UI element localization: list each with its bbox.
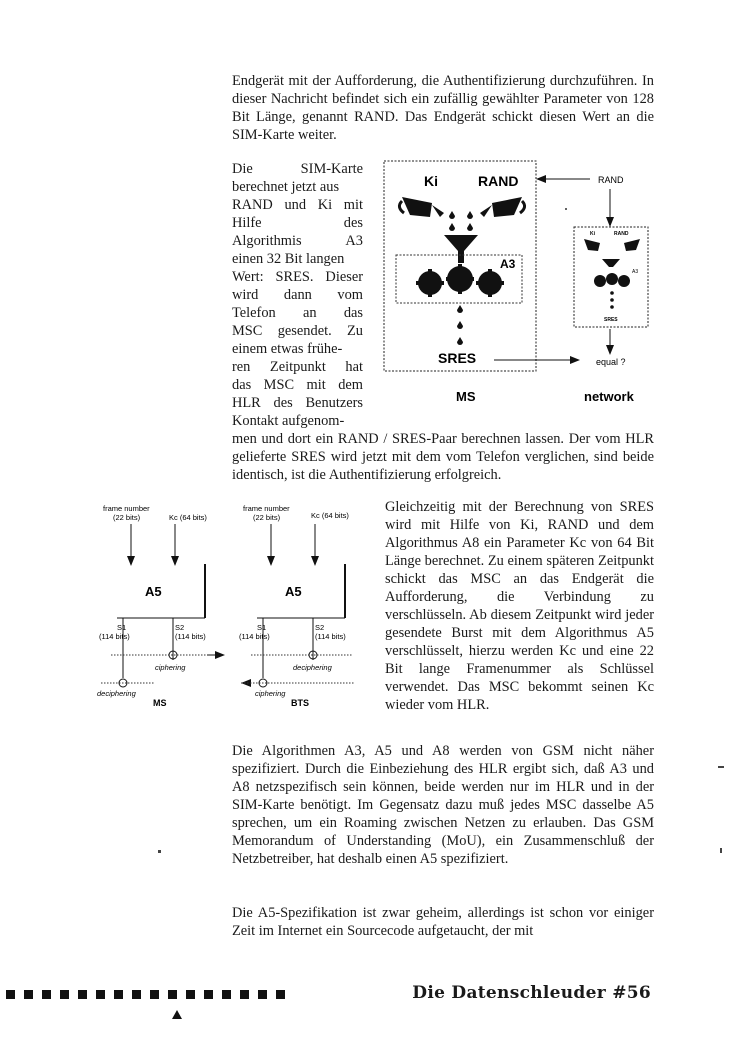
paragraph-2-line: Algorithmis A3: [232, 233, 363, 249]
bts-s1-label: S1: [257, 623, 267, 632]
bts-kc-label: Kc (64 bits): [311, 511, 349, 520]
footer-square: [186, 990, 195, 999]
ki-watering-can-icon: [399, 197, 444, 217]
paragraph-2-line: HLR des Benutzers: [232, 395, 363, 411]
ms-frame-number-label: frame number: [103, 504, 150, 513]
footer-square: [60, 990, 69, 999]
ms-label: MS: [456, 389, 476, 404]
bts-side-label: BTS: [291, 698, 309, 708]
rand-watering-can-icon: [480, 197, 525, 217]
paragraph-2-line: ren Zeitpunkt hat: [232, 359, 363, 375]
margin-tick: [720, 848, 722, 853]
ms-frame-bits-label: (22 bits): [113, 513, 141, 522]
gears-icon: [416, 264, 504, 297]
footer-square: [204, 990, 213, 999]
margin-tick: [718, 766, 724, 768]
paragraph-2-tail: men und dort ein RAND / SRES-Paar berechnen lassen. Der vom HLR gelieferte SRES wird jetzt mit dem vom Telefon verglichen, sind beide identisch, ist die Authentifizierung erfolgreich.: [232, 431, 654, 483]
paragraph-1: Endgerät mit der Aufforderung, die Authentifizierung durchzuführen. In dieser Nachricht befindet sich ein zufällig gewählter Parameter von 128 Bit Länge, genannt RAND. Das Endgerät schickt diesen Wert an die SIM-Karte weiter.: [232, 73, 654, 143]
a5-ms-side: [97, 504, 225, 708]
paragraph-2-line: Hilfe des: [232, 215, 363, 231]
ms-s1-bits-label: (114 bits): [99, 632, 130, 641]
ms-side-label: MS: [153, 698, 167, 708]
paragraph-2-line: Die SIM-Karte: [232, 161, 363, 177]
bts-a5-label: A5: [285, 584, 302, 599]
paragraph-2-line: Kontakt aufgenom-: [232, 413, 345, 429]
ms-s2-bits-label: (114 bits): [175, 632, 206, 641]
paragraph-3: Gleichzeitig mit der Berechnung von SRES wird mit Hilfe von Ki, RAND und dem Algorithmus A8 ein Parameter Kc von 64 Bit Länge berechnet. Zu einem späteren Zeitpunkt schickt das MSC an das Endgerät die Aufforderung, die Verbindung zu verschlüsseln. Ab diesem Zeitpunkt wird jeder gesendete Burst mit dem Algorithmus A5 verschlüsselt, hierzu werden Kc und eine 22 Bit lange Framenummer als Schlüssel verwendet. Das MSC bekommt seinen Kc wieder vom HLR.: [385, 499, 654, 713]
network-rand-small-label: RAND: [614, 231, 629, 237]
network-label: network: [584, 389, 634, 404]
paragraph-2-line: Telefon an das: [232, 305, 363, 321]
footer-square: [168, 990, 177, 999]
footer-square: [96, 990, 105, 999]
bts-s2-label: S2: [315, 623, 325, 632]
ms-ciphering-label: ciphering: [155, 663, 186, 672]
footer-square: [6, 990, 15, 999]
ki-label: Ki: [424, 173, 438, 189]
a3-label: A3: [500, 257, 516, 271]
paragraph-2-line: wird dann vom: [232, 287, 363, 303]
footer-square: [114, 990, 123, 999]
footer-square-row: [6, 990, 285, 1004]
footer-square: [240, 990, 249, 999]
footer-square: [24, 990, 33, 999]
bts-frame-bits-label: (22 bits): [253, 513, 281, 522]
paragraph-2-column: [232, 160, 363, 430]
rand-label: RAND: [478, 173, 519, 189]
magazine-title: Die Datenschleuder #56: [412, 983, 651, 1003]
network-sres-label: SRES: [604, 317, 618, 323]
ms-s1-label: S1: [117, 623, 127, 632]
footer-square: [222, 990, 231, 999]
bts-frame-number-label: frame number: [243, 504, 290, 513]
footer-square: [78, 990, 87, 999]
margin-tick: [158, 850, 161, 853]
footer-square: [42, 990, 51, 999]
funnel-icon: [444, 235, 478, 263]
drops-icon: [449, 211, 473, 231]
paragraph-2-line: das MSC mit dem: [232, 377, 363, 393]
equal-label: equal ?: [596, 357, 626, 367]
a5-bts-side: [239, 504, 355, 708]
network-rand-label: RAND: [598, 175, 624, 185]
paragraph-2-line: RAND und Ki mit: [232, 197, 363, 213]
triangle-up-icon: [172, 1010, 182, 1019]
paragraph-2-line: MSC gesendet. Zu: [232, 323, 363, 339]
bts-s1-bits-label: (114 bits): [239, 632, 270, 641]
footer-square: [276, 990, 285, 999]
bts-ciphering-label: ciphering: [255, 689, 286, 698]
network-ki-label: Ki: [590, 231, 595, 237]
ms-kc-label: Kc (64 bits): [169, 513, 207, 522]
a3-authentication-diagram: [380, 155, 670, 415]
footer-square: [150, 990, 159, 999]
footer-square: [132, 990, 141, 999]
bts-deciphering-label: deciphering: [293, 663, 332, 672]
sres-label: SRES: [438, 350, 477, 366]
ms-s2-label: S2: [175, 623, 185, 632]
a5-cipher-diagram: [95, 500, 370, 715]
paragraph-5: Die A5-Spezifikation ist zwar geheim, allerdings ist schon vor einiger Zeit im Internet ein Sourcecode aufgetaucht, der mit: [232, 905, 654, 939]
bts-s2-bits-label: (114 bits): [315, 632, 346, 641]
network-a3-label: A3: [632, 269, 639, 275]
paragraph-2-line: einen 32 Bit langen: [232, 251, 345, 267]
paragraph-2-line: einem etwas frühe-: [232, 341, 343, 357]
ms-a5-label: A5: [145, 584, 162, 599]
paragraph-4: Die Algorithmen A3, A5 und A8 werden von GSM nicht näher spezifiziert. Durch die Einbeziehung des HLR ergibt sich, daß A3 und A8 netzspezifisch sein können, beide werden nur im HLR und in der SIM-Karte benötigt. Im Gegensatz dazu muß jedes MSC dasselbe A5 sprechen, um ein Roaming zwischen Netzen zu erlauben. Das GSM Memorandum of Understanding (MoU), ein Zusammenschluß der Netzbetreiber, hat deshalb einen A5 spezifiziert.: [232, 743, 654, 867]
paragraph-2-line: Wert: SRES. Dieser: [232, 269, 363, 285]
ms-deciphering-label: deciphering: [97, 689, 136, 698]
footer-square: [258, 990, 267, 999]
paragraph-2-line: berechnet jetzt aus: [232, 179, 340, 195]
